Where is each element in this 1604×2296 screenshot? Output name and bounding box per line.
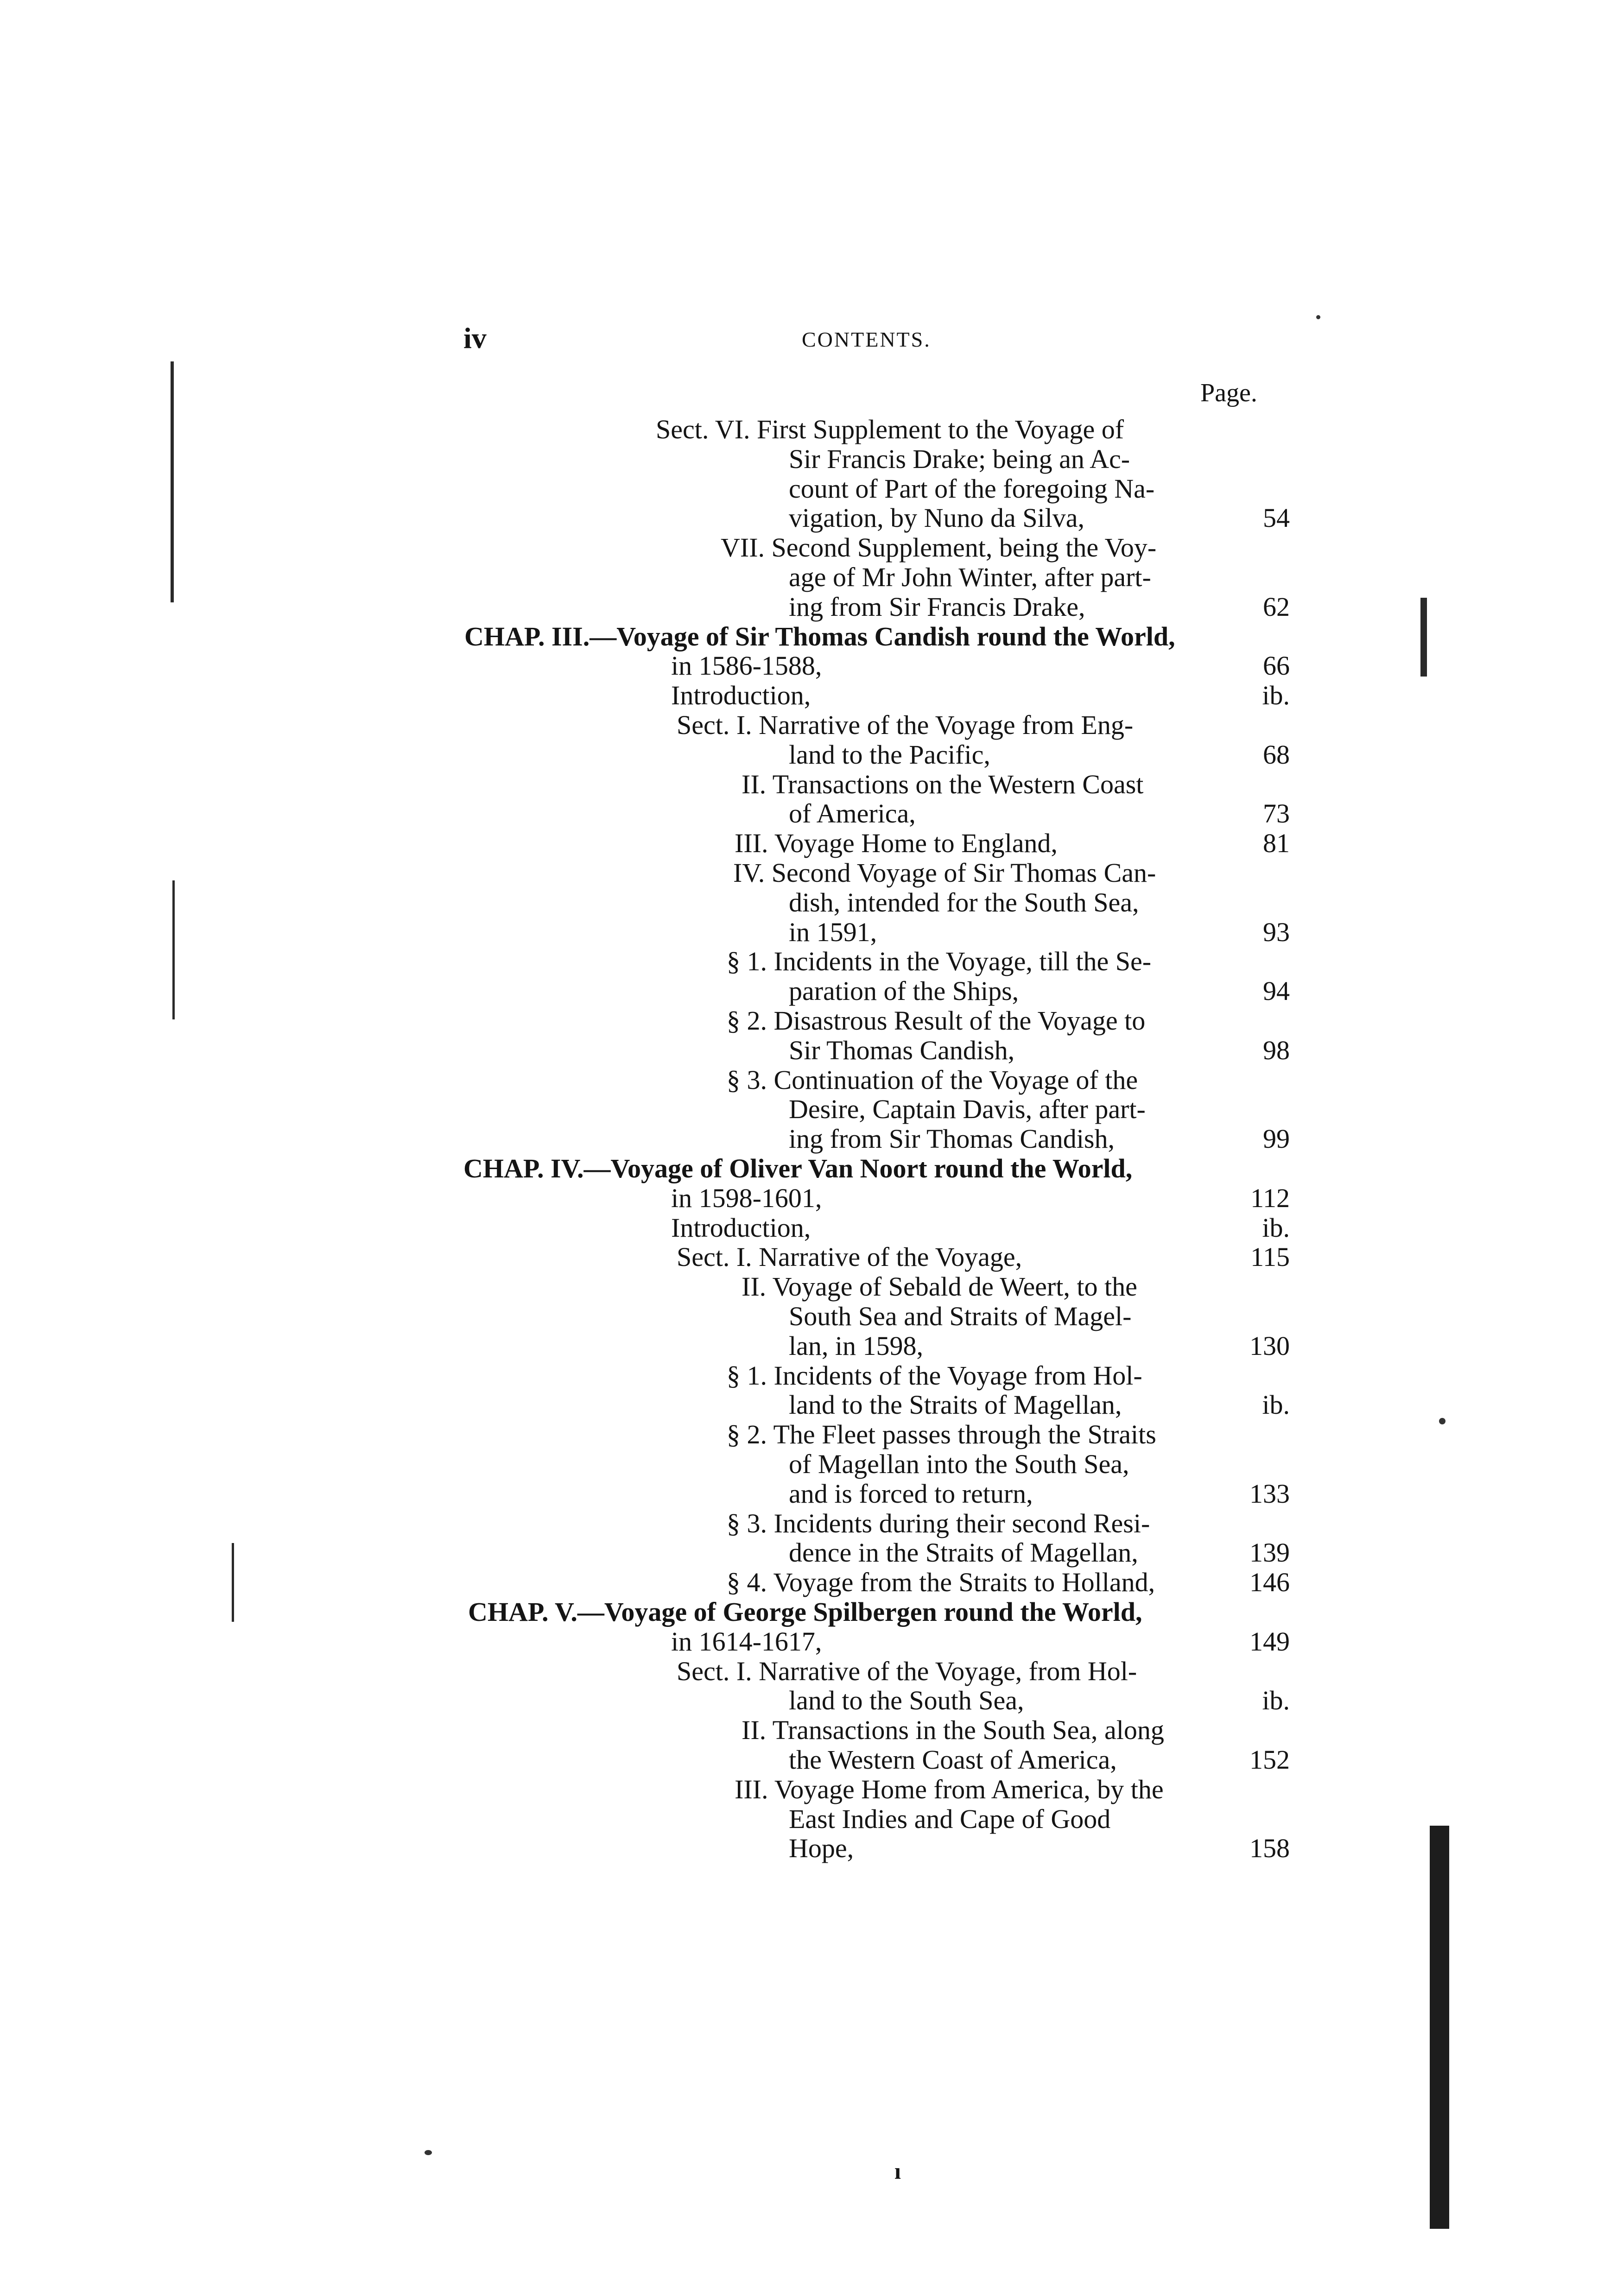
page-number: 115 xyxy=(1250,1242,1290,1272)
contents-entry: Sect. VI. First Supplement to the Voyage of xyxy=(656,414,1124,444)
contents-entry: II. Transactions on the Western Coast xyxy=(742,769,1144,799)
signature-mark: ı xyxy=(894,2158,901,2184)
speck xyxy=(1316,315,1320,319)
page-number: 112 xyxy=(1250,1183,1290,1213)
page-number: 66 xyxy=(1263,651,1290,681)
contents-entry: the Western Coast of America, xyxy=(789,1745,1117,1775)
folio-number: iv xyxy=(463,322,487,354)
contents-entry: and is forced to return, xyxy=(789,1479,1033,1509)
page-number: 139 xyxy=(1249,1537,1290,1568)
contents-entry: § 1. Incidents in the Voyage, till the Se- xyxy=(727,946,1152,976)
contents-entry: ing from Sir Francis Drake, xyxy=(789,592,1085,622)
contents-entry: in 1598-1601, xyxy=(671,1183,822,1213)
scan-edge-right-top xyxy=(1420,598,1427,677)
page-number: 81 xyxy=(1263,828,1290,858)
chapter-heading: CHAP. IV.—Voyage of Oliver Van Noort round the World, xyxy=(463,1153,1133,1183)
page-number: ib. xyxy=(1262,680,1290,710)
contents-entry: § 2. Disastrous Result of the Voyage to xyxy=(727,1006,1146,1036)
contents-entry: II. Transactions in the South Sea, along xyxy=(742,1715,1164,1745)
page-number: 99 xyxy=(1263,1124,1290,1154)
scan-edge-left-lower xyxy=(172,880,175,1019)
contents-entry: § 1. Incidents of the Voyage from Hol- xyxy=(727,1360,1142,1391)
contents-entry: Sir Francis Drake; being an Ac- xyxy=(789,444,1130,474)
contents-entry: II. Voyage of Sebald de Weert, to the xyxy=(742,1271,1137,1302)
contents-entry: of Magellan into the South Sea, xyxy=(789,1449,1129,1479)
contents-entry: paration of the Ships, xyxy=(789,976,1019,1006)
contents-entry: lan, in 1598, xyxy=(789,1331,923,1361)
contents-entry: § 2. The Fleet passes through the Straits xyxy=(727,1419,1156,1449)
contents-entry: South Sea and Straits of Magel- xyxy=(789,1301,1132,1331)
contents-entry: Sect. I. Narrative of the Voyage, from Hol- xyxy=(677,1656,1137,1686)
contents-entry: Hope, xyxy=(789,1833,854,1863)
chapter-heading: CHAP. III.—Voyage of Sir Thomas Candish round the World, xyxy=(464,621,1175,651)
page-number: 146 xyxy=(1249,1567,1290,1597)
page-number: 94 xyxy=(1263,976,1290,1006)
contents-entry: vigation, by Nuno da Silva, xyxy=(789,503,1084,533)
contents-entry: count of Part of the foregoing Na- xyxy=(789,474,1155,504)
contents-entry: Sect. I. Narrative of the Voyage from Eng- xyxy=(677,710,1134,740)
contents-entry: § 3. Incidents during their second Resi- xyxy=(727,1508,1150,1538)
page-number: ib. xyxy=(1262,1390,1290,1420)
page-number: 68 xyxy=(1263,740,1290,770)
page-number: 98 xyxy=(1263,1035,1290,1065)
contents-entry: § 4. Voyage from the Straits to Holland, xyxy=(727,1567,1155,1597)
chapter-heading: CHAP. V.—Voyage of George Spilbergen round the World, xyxy=(468,1597,1142,1627)
contents-entry: in 1586-1588, xyxy=(671,651,822,681)
contents-entry: IV. Second Voyage of Sir Thomas Can- xyxy=(733,858,1156,888)
contents-entry: in 1614-1617, xyxy=(671,1626,822,1657)
page-number: 158 xyxy=(1249,1833,1290,1863)
contents-entry: Sect. I. Narrative of the Voyage, xyxy=(677,1242,1022,1272)
page-column-label: Page. xyxy=(1200,379,1257,407)
contents-entry: of America, xyxy=(789,798,916,829)
scan-edge-left xyxy=(171,361,174,602)
page-number: 73 xyxy=(1263,798,1290,829)
page-number: 152 xyxy=(1249,1745,1290,1775)
page-number: 62 xyxy=(1263,592,1290,622)
contents-entry: § 3. Continuation of the Voyage of the xyxy=(727,1065,1138,1095)
contents-entry: dence in the Straits of Magellan, xyxy=(789,1537,1138,1568)
contents-entry: III. Voyage Home to England, xyxy=(735,828,1058,858)
contents-entry: Sir Thomas Candish, xyxy=(789,1035,1015,1065)
contents-entry: East Indies and Cape of Good xyxy=(789,1804,1111,1834)
page-number: 130 xyxy=(1249,1331,1290,1361)
contents-entry: ing from Sir Thomas Candish, xyxy=(789,1124,1115,1154)
page-number: ib. xyxy=(1262,1685,1290,1715)
scan-edge-right-bottom xyxy=(1430,1826,1449,2229)
scan-edge-left-bottom xyxy=(232,1543,234,1622)
running-title: CONTENTS. xyxy=(802,328,931,351)
contents-entry: in 1591, xyxy=(789,917,877,947)
page-number: ib. xyxy=(1262,1213,1290,1243)
contents-entry: III. Voyage Home from America, by the xyxy=(735,1774,1164,1804)
page-number: 149 xyxy=(1249,1626,1290,1657)
contents-entry: land to the Straits of Magellan, xyxy=(789,1390,1122,1420)
contents-entry: VII. Second Supplement, being the Voy- xyxy=(721,532,1157,563)
contents-entry: Desire, Captain Davis, after part- xyxy=(789,1094,1146,1124)
contents-entry: Introduction, xyxy=(671,1213,811,1243)
contents-entry: land to the South Sea, xyxy=(789,1685,1024,1715)
contents-entry: land to the Pacific, xyxy=(789,740,990,770)
page-number: 93 xyxy=(1263,917,1290,947)
contents-entry: dish, intended for the South Sea, xyxy=(789,887,1139,917)
speck xyxy=(1439,1418,1446,1424)
contents-entry: Introduction, xyxy=(671,680,811,710)
page-number: 133 xyxy=(1249,1479,1290,1509)
page-number: 54 xyxy=(1263,503,1290,533)
speck xyxy=(425,2150,432,2155)
contents-entry: age of Mr John Winter, after part- xyxy=(789,562,1151,592)
